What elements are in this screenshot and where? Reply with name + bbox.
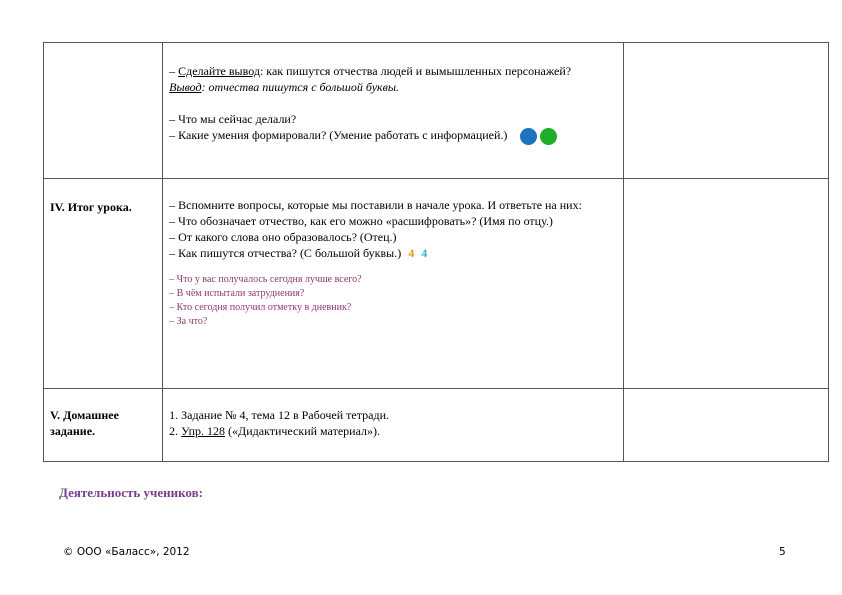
- conclusion-answer: Вывод: отчества пишутся с большой буквы.: [169, 80, 399, 94]
- lesson-plan-table: [43, 42, 829, 462]
- stage-title: V. Домашнее задание.: [50, 408, 119, 438]
- homework-task: 1. Задание № 4, тема 12 в Рабочей тетради.: [169, 408, 389, 422]
- stage-cell-empty: [44, 43, 163, 179]
- table-row: [44, 389, 829, 462]
- summary-line: – Вспомните вопросы, которые мы поставили в начале урока. И ответьте на них:: [169, 198, 582, 212]
- stage-title: IV. Итог урока.: [50, 200, 132, 214]
- green-circle-icon: [540, 128, 557, 145]
- grade-mark: 4: [421, 246, 428, 260]
- answer-label: Вывод: [169, 80, 202, 94]
- reflection-line: – В чём испытали затруднения?: [169, 288, 305, 299]
- student-activity-heading: Деятельность учеников:: [59, 485, 203, 500]
- copyright-text: © ООО «Баласс», 2012: [63, 546, 190, 558]
- exercise-link[interactable]: Упр. 128: [181, 424, 226, 438]
- table-row: [44, 43, 829, 179]
- assessment-circles: [517, 127, 557, 145]
- stage-cell: [44, 389, 163, 462]
- reflection-line: – За что?: [169, 316, 208, 327]
- conclusion-prompt: – Сделайте вывод: как пишутся отчества людей и вымышленных персонажей?: [169, 64, 572, 78]
- stage-cell: [44, 179, 163, 389]
- table-row: [44, 179, 829, 389]
- summary-line: – Как пишутся отчества? (С большой буквы.) 4 4: [169, 246, 428, 260]
- summary-line: – От какого слова оно образовалось? (Отец.): [169, 230, 397, 244]
- content-cell: [163, 43, 624, 179]
- page-number: 5: [779, 546, 786, 558]
- summary-line: – Что обозначает отчество, как его можно «расшифровать»? (Имя по отцу.): [169, 214, 553, 228]
- notes-cell: [623, 389, 828, 462]
- reflection-questions: [169, 273, 617, 329]
- reflection-line: – Что у вас получалось сегодня лучше всего?: [169, 274, 362, 285]
- content-cell: [163, 389, 624, 462]
- homework-task: 2. Упр. 128 («Дидактический материал»).: [169, 424, 380, 438]
- question-line: – Какие умения формировали? (Умение работать с информацией.): [169, 127, 617, 145]
- reflection-line: – Кто сегодня получил отметку в дневник?: [169, 302, 352, 313]
- notes-cell: [623, 43, 828, 179]
- notes-cell: [623, 179, 828, 389]
- blue-circle-icon: [520, 128, 537, 145]
- question-line: – Что мы сейчас делали?: [169, 112, 297, 126]
- content-cell: [163, 179, 624, 389]
- grade-mark: 4: [408, 246, 415, 260]
- conclusion-label: Сделайте вывод: [178, 64, 260, 78]
